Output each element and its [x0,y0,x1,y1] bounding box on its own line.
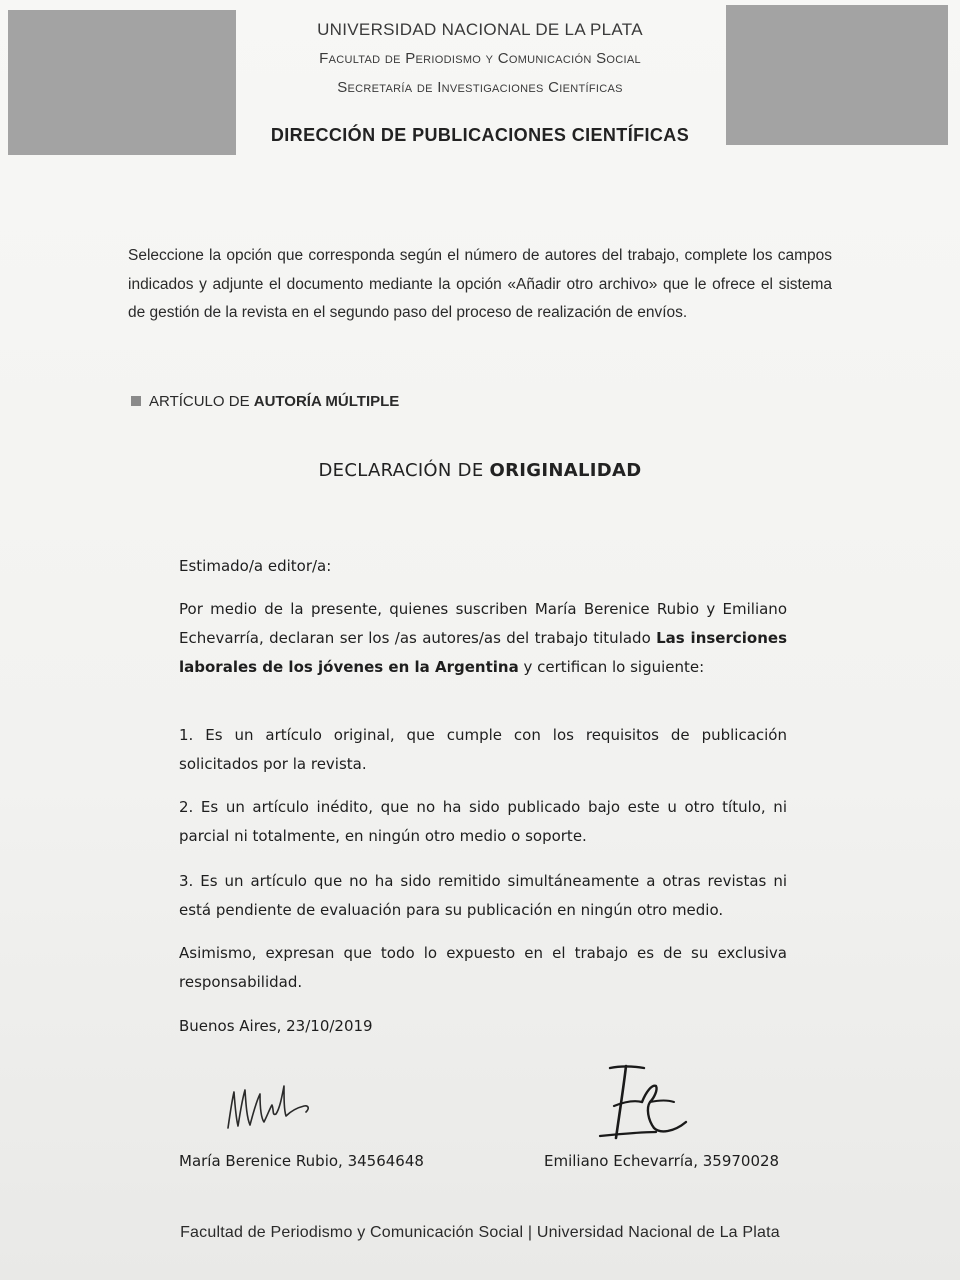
paragraph-before: Por medio de la presente, quienes suscriben María Berenice Rubio y Emiliano Echevarría, declaran ser los /as autores/as del trabajo titulado [179,600,787,647]
work-title: Las inserciones laborales de los jóvenes en la Argentina [179,629,787,676]
closing-paragraph: Asimismo, expresan que todo lo expuesto en el trabajo es de su exclusiva responsabilidad. [179,944,787,991]
signature-maria-berenice-rubio [220,1078,320,1130]
title-bold: ORIGINALIDAD [489,460,642,481]
list-item: 1. Es un artículo original, que cumple con los requisitos de publicación solicitados por la revista. [179,726,787,773]
option-label-bold: AUTORÍA MÚLTIPLE [253,393,400,410]
direction-title: DIRECCIÓN DE PUBLICACIONES CIENTÍFICAS [270,125,690,145]
signature-emiliano-echevarria [590,1062,700,1144]
bullet-square-icon [131,396,141,406]
signatory-1-name: María Berenice Rubio, 34564648 [179,1152,424,1170]
option-label-prefix: ARTÍCULO DE [149,393,254,410]
signatory-2-name: Emiliano Echevarría, 35970028 [544,1152,780,1170]
greeting: Estimado/a editor/a: [179,557,332,575]
declaration-paragraph [179,595,787,682]
paragraph-after: y certifican lo siguiente: [518,658,705,676]
title-prefix: DECLARACIÓN DE [318,460,490,481]
secretariat-name: Secretaría de Investigaciones Científicas [337,79,623,96]
university-name: UNIVERSIDAD NACIONAL DE LA PLATA [317,20,643,39]
instructions-paragraph: Seleccione la opción que corresponda según el número de autores del trabajo, complete los campos indicados y adjunte el documento mediante la opción «Añadir otro archivo» que le ofrece el sistema de gestión de la revista en el segundo paso del proceso de realización de envíos. [128,247,832,321]
list-item: 3. Es un artículo que no ha sido remitido simultáneamente a otras revistas ni está pendiente de evaluación para su publicación en ningún otro medio. [179,872,787,919]
list-item: 2. Es un artículo inédito, que no ha sido publicado bajo este u otro título, ni parcial ni totalmente, en ningún otro medio o soporte. [179,798,787,845]
option-multiple-authorship [131,393,399,410]
faculty-name: Facultad de Periodismo y Comunicación Social [319,50,641,67]
document-title [0,460,960,481]
place-date: Buenos Aires, 23/10/2019 [179,1017,373,1035]
page-footer: Facultad de Periodismo y Comunicación Social | Universidad Nacional de La Plata [180,1224,780,1241]
